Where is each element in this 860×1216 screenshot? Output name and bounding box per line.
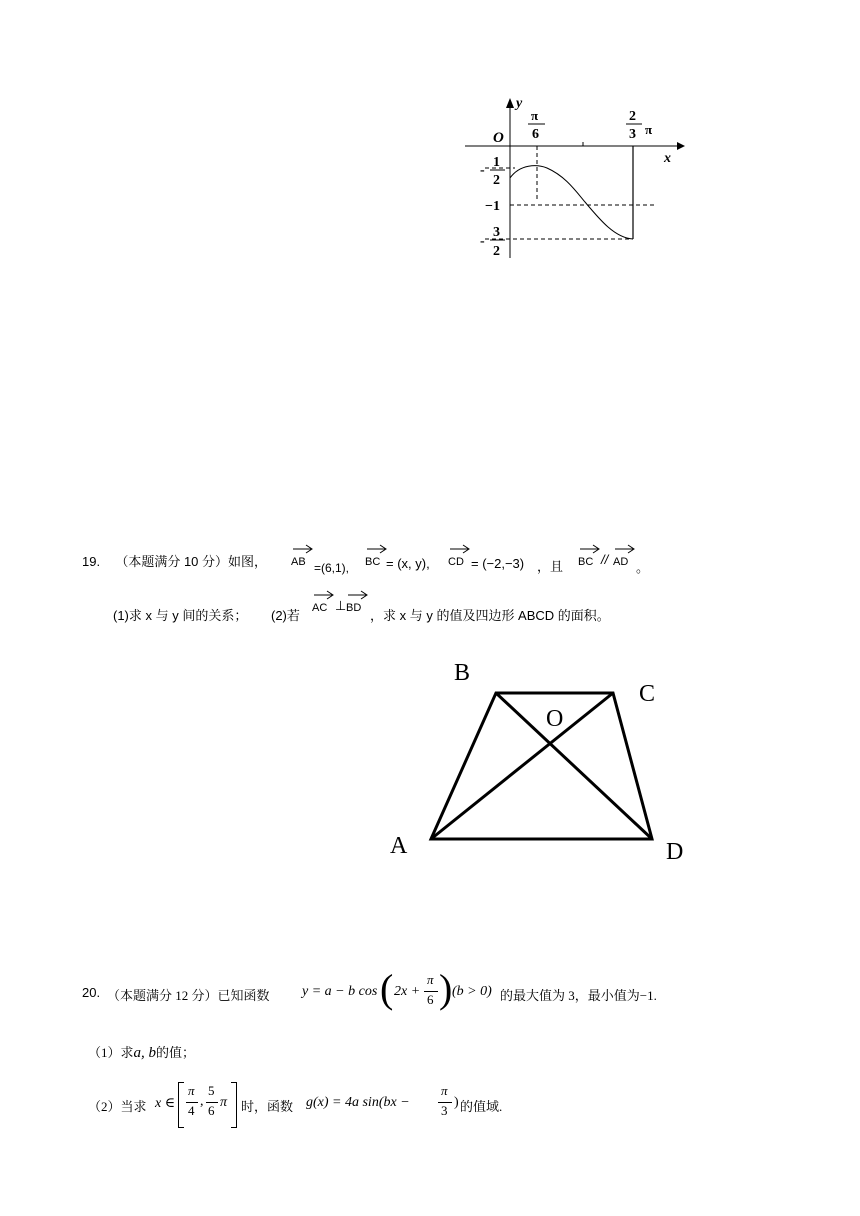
quadrilateral: [431, 693, 652, 839]
q19-part2-pre: (2)若: [271, 608, 300, 623]
svg-text:1: 1: [493, 155, 500, 170]
bc-value: = (x, y),: [386, 556, 430, 571]
svg-text:3: 3: [493, 225, 500, 240]
q20-tail: 的最大值为 3，最小值为−1.: [500, 988, 657, 1003]
quadrilateral-figure: [380, 650, 700, 870]
svg-text:2: 2: [493, 173, 500, 188]
svg-text:-: -: [480, 234, 485, 249]
cd-value: = (−2,−3): [471, 556, 525, 571]
label-d: D: [666, 839, 684, 865]
label-o: O: [546, 706, 564, 732]
parallel-sign: //: [601, 552, 609, 567]
diagonal-ac: [431, 693, 613, 839]
label-a: A: [390, 833, 408, 859]
svg-text:-: -: [480, 163, 485, 178]
x-axis-arrow: [677, 142, 685, 150]
label-b: B: [454, 660, 471, 686]
svg-text:2: 2: [493, 244, 500, 259]
svg-text:6: 6: [532, 127, 539, 142]
y-axis-arrow: [506, 98, 514, 108]
svg-text:π: π: [531, 108, 539, 123]
q20-func-arg: 2x +: [394, 984, 421, 999]
q19-points: （本题满分 10 分）如图，: [115, 554, 268, 569]
ab-value: =(6,1),: [314, 561, 350, 575]
q20-func-lhs: y = a − b cos: [302, 984, 378, 999]
q19-part1: (1)求 x 与 y 间的关系；: [113, 608, 248, 623]
q19-line1: [82, 552, 267, 572]
diagonal-bd: [496, 693, 652, 839]
svg-text:−1: −1: [485, 199, 500, 214]
origin-label: O: [493, 130, 504, 146]
q20-cond: (b > 0): [452, 984, 492, 999]
q20-number: 20.: [82, 985, 101, 1000]
q19-number: 19.: [82, 554, 101, 569]
function-graph: [455, 90, 695, 270]
perp-sign: ⊥: [335, 598, 347, 613]
y-axis-label: y: [516, 96, 523, 111]
q20-part1: （1）求a, b的值；: [88, 1045, 196, 1061]
label-c: C: [639, 681, 656, 707]
q20-intro: （本题满分 12 分）已知函数: [107, 988, 270, 1003]
svg-text:π: π: [645, 122, 653, 137]
svg-text:2: 2: [629, 109, 636, 124]
q19-part2-post: ，求 x 与 y 的值及四边形 ABCD 的面积。: [370, 608, 610, 623]
svg-text:3: 3: [629, 127, 636, 142]
condition-pre: ，且: [537, 559, 564, 574]
x-axis-label: x: [664, 151, 671, 166]
sine-curve: [510, 166, 633, 239]
q19-end: 。: [636, 560, 650, 575]
